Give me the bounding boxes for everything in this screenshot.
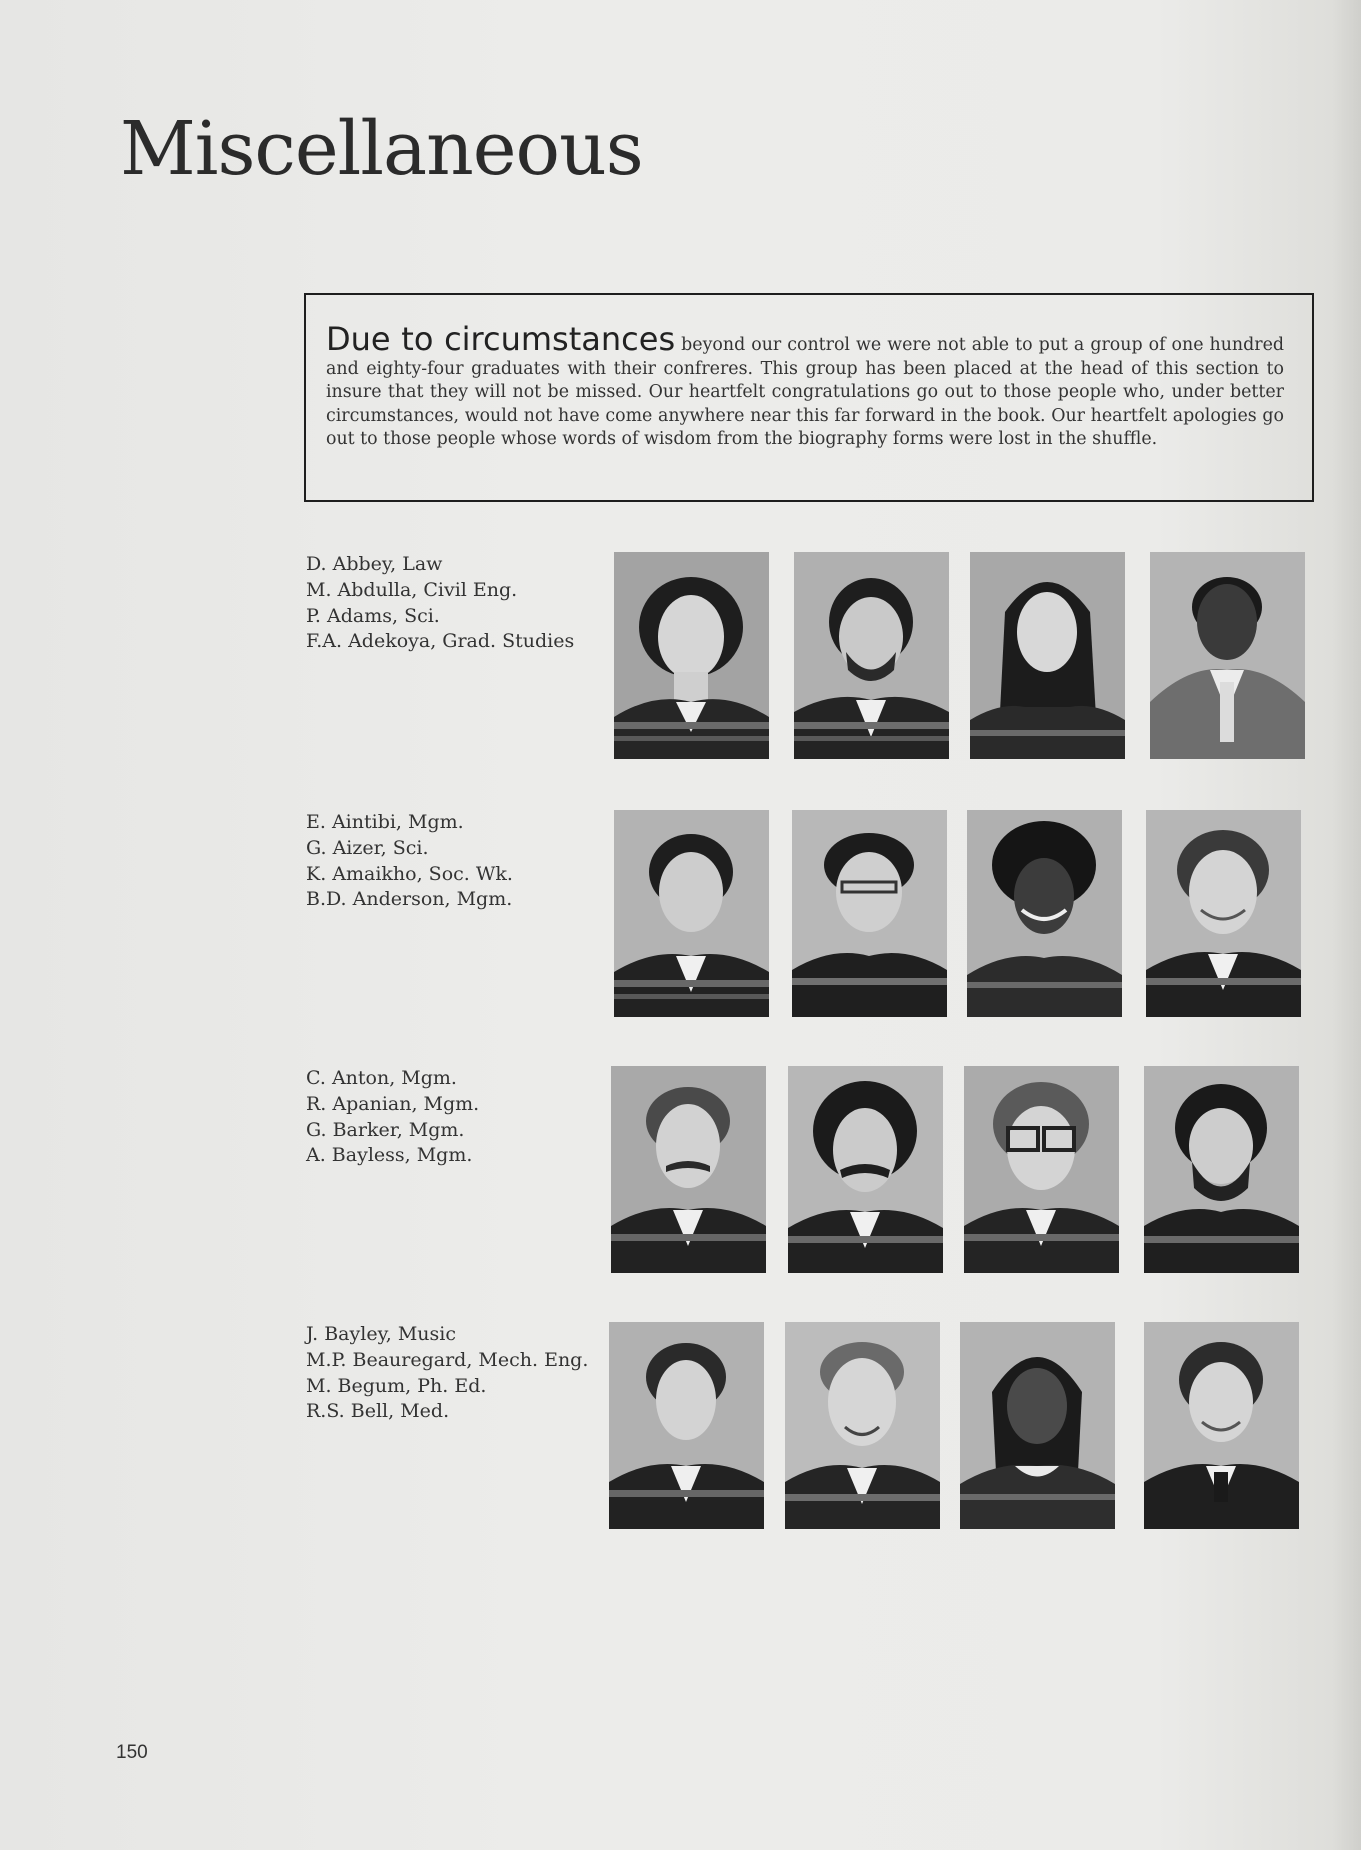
notice-box [304,293,1314,502]
graduate-portrait [1150,552,1305,759]
notice-paragraph [326,320,1284,452]
page-number: 150 [116,1742,148,1763]
graduate-portrait [614,552,769,759]
graduate-name: A. Bayless, Mgm. [306,1144,473,1167]
graduate-name-list [306,1322,606,1425]
graduate-portrait [960,1322,1115,1529]
graduate-portrait [794,552,949,759]
graduate-portrait [788,1066,943,1273]
graduate-name: M. Abdulla, Civil Eng. [306,578,518,601]
graduate-name: K. Amaikho, Soc. Wk. [306,862,513,885]
graduate-portrait [614,810,769,1017]
graduate-name: M.P. Beauregard, Mech. Eng. [306,1348,589,1371]
graduate-name: E. Aintibi, Mgm. [306,811,464,833]
graduate-portrait [964,1066,1119,1273]
graduate-name: M. Begum, Ph. Ed. [306,1374,487,1397]
graduate-name: F.A. Adekoya, Grad. Studies [306,630,575,653]
graduate-portrait [967,810,1122,1017]
page-edge-shadow [1331,0,1361,1850]
graduate-name: G. Barker, Mgm. [306,1118,465,1141]
graduate-portrait [970,552,1125,759]
graduate-name-list [306,552,606,655]
graduate-name: P. Adams, Sci. [306,604,440,627]
page-title: Miscellaneous [120,106,643,192]
graduate-portrait [785,1322,940,1529]
graduate-name: G. Aizer, Sci. [306,836,429,859]
graduate-name: R. Apanian, Mgm. [306,1092,480,1115]
graduate-name: C. Anton, Mgm. [306,1067,457,1089]
graduate-name: J. Bayley, Music [306,1323,457,1345]
graduate-name: B.D. Anderson, Mgm. [306,888,513,911]
graduate-group-3 [304,1066,1314,1286]
graduate-name-list [306,1066,606,1169]
graduate-name-list [306,810,606,913]
graduate-group-2 [304,810,1314,1030]
graduate-group-1 [304,552,1314,772]
graduate-name: D. Abbey, Law [306,553,443,575]
graduate-portrait [1144,1066,1299,1273]
graduate-portrait [609,1322,764,1529]
graduate-portrait [1146,810,1301,1017]
notice-lead: Due to circumstances [326,320,676,358]
notice-body: beyond our control we were not able to put a group of one hundred and eighty-four graduates with their confreres. This group has been placed at the head of this section to insure that they will not be missed. Our heartfelt congratulations go out to those people who, under better circumstances, would not have come anywhere near this far forward in the book. Our heartfelt apologies go out to those people whose words of wisdom from the biography forms were lost in the shuffle. [326,335,1284,449]
graduate-name: R.S. Bell, Med. [306,1400,450,1423]
graduate-group-4 [304,1322,1314,1542]
graduate-portrait [611,1066,766,1273]
graduate-portrait [792,810,947,1017]
graduate-portrait [1144,1322,1299,1529]
